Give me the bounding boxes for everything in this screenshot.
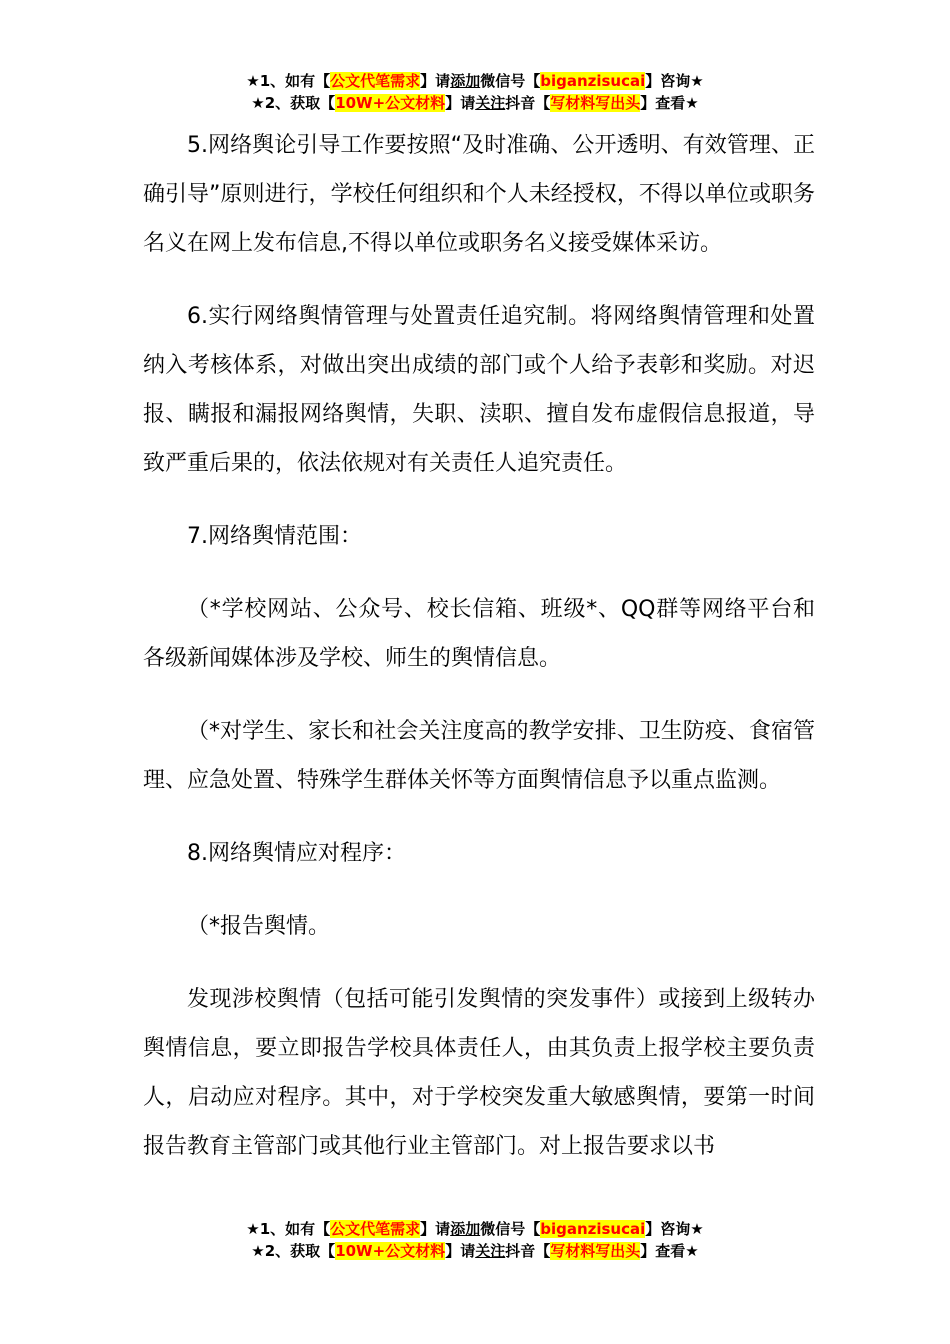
banner-text: 抖音【: [505, 94, 551, 112]
banner-highlight: biganzisucai: [540, 72, 646, 90]
banner-highlight: 公文代笔需求: [330, 1220, 421, 1238]
banner-text: 微信号【: [480, 1220, 541, 1238]
paragraph-5: 5.网络舆论引导工作要按照“及时准确、公开透明、有效管理、正确引导”原则进行，学校任何组织和个人未经授权，不得以单位或职务名义在网上发布信息,不得以单位或职务名义接受媒体采访。: [143, 133, 815, 256]
banner-line-1: [0, 70, 950, 92]
paragraph-7-item-1: （*学校网站、公众号、校长信箱、班级*、QQ群等网络平台和各级新闻媒体涉及学校、师生的舆情信息。: [143, 597, 815, 671]
banner-line-1: [0, 1218, 950, 1240]
banner-text: 微信号【: [480, 72, 541, 90]
banner-line-2: [0, 92, 950, 114]
banner-highlight: 写材料写出头: [550, 94, 641, 112]
banner-text: 】咨询★: [645, 1220, 704, 1238]
banner-text: 】请: [445, 1242, 476, 1260]
banner-text: 】查看★: [640, 1242, 699, 1260]
banner-underline: 关注: [475, 94, 506, 112]
banner-underline: 添加: [450, 72, 481, 90]
banner-text: 】咨询★: [645, 72, 704, 90]
banner-highlight: 写材料写出头: [550, 1242, 641, 1260]
banner-text: 】请: [420, 1220, 451, 1238]
banner-text: 】查看★: [640, 94, 699, 112]
footer-banner: [0, 1218, 950, 1262]
banner-highlight: biganzisucai: [540, 1220, 646, 1238]
banner-highlight: 10W+公文材料: [335, 1242, 446, 1260]
banner-text: 抖音【: [505, 1242, 551, 1260]
paragraph-6: 6.实行网络舆情管理与处置责任追究制。将网络舆情管理和处置纳入考核体系，对做出突出成绩的部门或个人给予表彰和奖励。对迟报、瞒报和漏报网络舆情，失职、渎职、擅自发布虚假信息报道，导致严重后果的，依法依规对有关责任人追究责任。: [143, 304, 815, 476]
banner-text: ★1、如有【: [246, 72, 331, 90]
banner-line-2: [0, 1240, 950, 1262]
document-body: [143, 121, 815, 1171]
paragraph-7-heading: 7.网络舆情范围：: [187, 524, 362, 549]
paragraph-8-detail: 发现涉校舆情（包括可能引发舆情的突发事件）或接到上级转办舆情信息，要立即报告学校具体责任人，由其负责上报学校主要负责人，启动应对程序。其中，对于学校突发重大敏感舆情，要第一时间报告教育主管部门或其他行业主管部门。对上报告要求以书: [143, 987, 815, 1159]
header-banner: [0, 70, 950, 114]
banner-highlight: 公文代笔需求: [330, 72, 421, 90]
banner-underline: 添加: [450, 1220, 481, 1238]
banner-underline: 关注: [475, 1242, 506, 1260]
banner-highlight: 10W+公文材料: [335, 94, 446, 112]
paragraph-8-item-1: （*报告舆情。: [187, 914, 331, 939]
banner-text: 】请: [445, 94, 476, 112]
paragraph-7-item-2: （*对学生、家长和社会关注度高的教学安排、卫生防疫、食宿管理、应急处置、特殊学生群体关怀等方面舆情信息予以重点监测。: [143, 719, 815, 793]
banner-text: ★2、获取【: [251, 1242, 336, 1260]
banner-text: ★2、获取【: [251, 94, 336, 112]
paragraph-8-heading: 8.网络舆情应对程序：: [187, 841, 406, 866]
banner-text: ★1、如有【: [246, 1220, 331, 1238]
banner-text: 】请: [420, 72, 451, 90]
